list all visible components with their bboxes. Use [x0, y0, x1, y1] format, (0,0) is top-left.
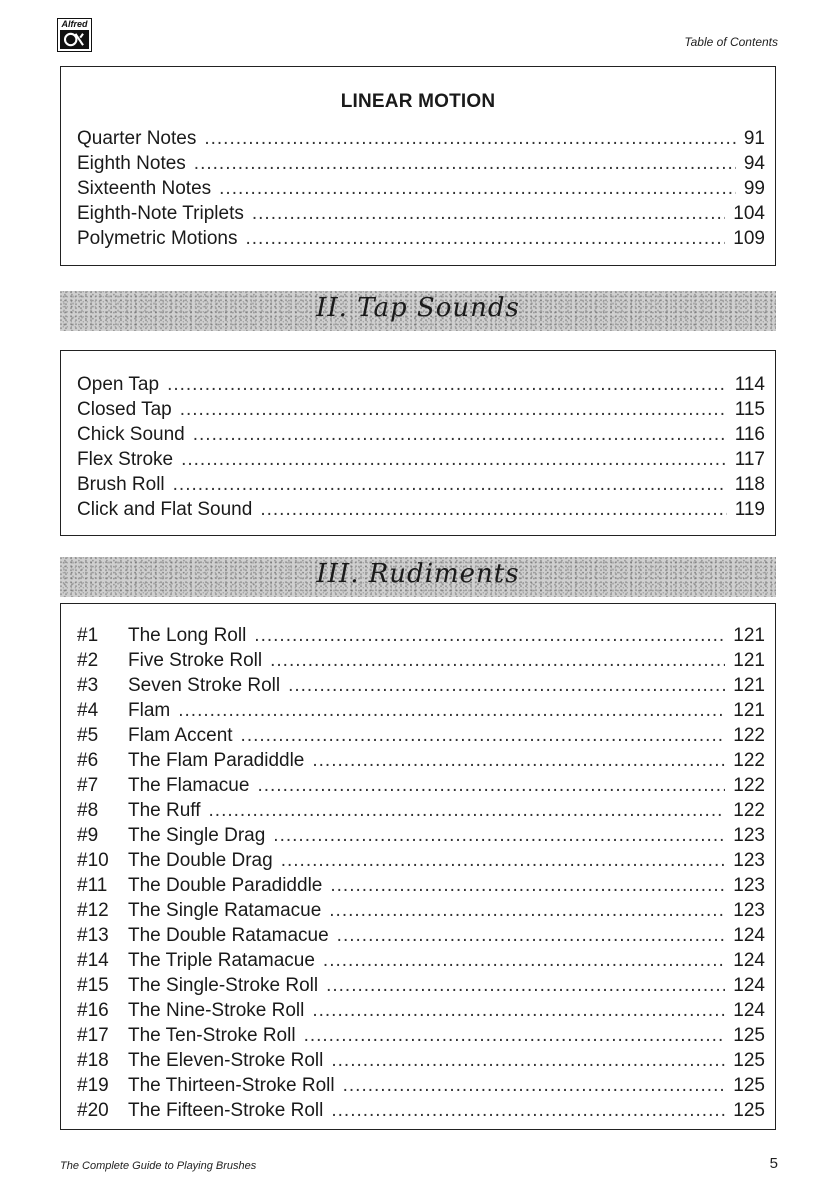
toc-entry-title: Five Stroke Roll	[128, 650, 263, 671]
leader-dots	[260, 497, 726, 522]
toc-entry-page: 122	[733, 800, 765, 821]
rudiment-number: #20	[77, 1100, 109, 1121]
toc-entry-title: The Fifteen-Stroke Roll	[128, 1100, 324, 1121]
leader-dots	[173, 472, 727, 497]
leader-dots	[331, 1048, 725, 1073]
section-banner-tap-sounds	[60, 291, 776, 331]
toc-entry[interactable]	[77, 1048, 765, 1073]
toc-entry[interactable]	[77, 422, 765, 447]
alfred-logo	[57, 18, 92, 52]
rudiment-number: #14	[77, 950, 109, 971]
leader-dots	[281, 848, 726, 873]
leader-dots	[178, 698, 725, 723]
toc-entry-title: The Eleven-Stroke Roll	[128, 1050, 324, 1071]
toc-entry[interactable]	[77, 151, 765, 176]
running-header: Table of Contents	[684, 35, 778, 49]
toc-entry-page: 122	[733, 750, 765, 771]
leader-dots	[312, 748, 725, 773]
toc-entry-page: 104	[733, 203, 765, 224]
toc-entry-page: 115	[734, 399, 765, 420]
toc-entry[interactable]	[77, 397, 765, 422]
toc-entry-title: The Ten-Stroke Roll	[128, 1025, 296, 1046]
logo-mark-icon	[60, 30, 89, 49]
toc-entry-page: 117	[734, 449, 765, 470]
toc-entry-page: 123	[733, 850, 765, 871]
toc-entry-title: The Ruff	[128, 800, 201, 821]
toc-entry[interactable]	[77, 1073, 765, 1098]
toc-entry-title: Polymetric Motions	[77, 228, 238, 249]
toc-entry[interactable]	[77, 998, 765, 1023]
leader-dots	[209, 798, 726, 823]
toc-entry-page: 124	[733, 950, 765, 971]
toc-entry[interactable]	[77, 748, 765, 773]
leader-dots	[167, 372, 727, 397]
toc-entry-page: 121	[733, 625, 765, 646]
toc-entry-title: Open Tap	[77, 374, 160, 395]
toc-entry[interactable]	[77, 623, 765, 648]
toc-entry[interactable]	[77, 648, 765, 673]
leader-dots	[257, 773, 725, 798]
toc-entry-page: 114	[734, 374, 765, 395]
toc-entry-title: Seven Stroke Roll	[128, 675, 281, 696]
toc-entry-title: The Flam Paradiddle	[128, 750, 305, 771]
rudiment-number: #11	[77, 875, 108, 896]
leader-dots	[312, 998, 725, 1023]
toc-entry[interactable]	[77, 126, 765, 151]
toc-entry-page: 91	[743, 128, 765, 149]
toc-entry-title: The Double Drag	[128, 850, 273, 871]
toc-entry-title: The Nine-Stroke Roll	[128, 1000, 305, 1021]
leader-dots	[343, 1073, 726, 1098]
rudiment-number: #7	[77, 775, 99, 796]
rudiments-box	[60, 603, 776, 1130]
toc-entry[interactable]	[77, 923, 765, 948]
rudiment-number: #19	[77, 1075, 109, 1096]
leader-dots	[288, 673, 725, 698]
logo-brand: Alfred	[61, 19, 88, 29]
leader-dots	[241, 723, 726, 748]
toc-entry-page: 119	[734, 499, 765, 520]
rudiment-number: #18	[77, 1050, 109, 1071]
section-banner-rudiments	[60, 557, 776, 597]
toc-entry-title: The Single-Stroke Roll	[128, 975, 319, 996]
toc-entry[interactable]	[77, 948, 765, 973]
toc-entry-title: Brush Roll	[77, 474, 165, 495]
tap-sounds-box	[60, 350, 776, 536]
leader-dots	[273, 823, 725, 848]
leader-dots	[330, 873, 725, 898]
rudiment-number: #2	[77, 650, 99, 671]
rudiment-number: #13	[77, 925, 109, 946]
leader-dots	[337, 923, 726, 948]
toc-entry[interactable]	[77, 372, 765, 397]
leader-dots	[331, 1098, 725, 1123]
leader-dots	[204, 126, 736, 151]
toc-entry-page: 125	[733, 1050, 765, 1071]
rudiment-number: #1	[77, 625, 99, 646]
toc-entry[interactable]	[77, 447, 765, 472]
toc-entry[interactable]	[77, 497, 765, 522]
toc-entry[interactable]	[77, 898, 765, 923]
toc-entry[interactable]	[77, 798, 765, 823]
toc-entry-title: The Single Drag	[128, 825, 266, 846]
toc-entry[interactable]	[77, 226, 765, 251]
rudiment-number: #3	[77, 675, 99, 696]
leader-dots	[323, 948, 725, 973]
banner-title: III. Rudiments	[316, 559, 520, 589]
toc-entry-page: 122	[733, 725, 765, 746]
toc-entry[interactable]	[77, 472, 765, 497]
page-number: 5	[769, 1155, 778, 1172]
toc-entry-page: 94	[743, 153, 765, 174]
banner-title: II. Tap Sounds	[316, 293, 520, 323]
leader-dots	[193, 422, 727, 447]
toc-entry-title: Flam Accent	[128, 725, 233, 746]
toc-entry-page: 99	[743, 178, 765, 199]
leader-dots	[219, 176, 736, 201]
toc-entry[interactable]	[77, 823, 765, 848]
leader-dots	[326, 973, 725, 998]
toc-entry-title: The Triple Ratamacue	[128, 950, 315, 971]
toc-entry-page: 121	[733, 675, 765, 696]
toc-entry-page: 122	[733, 775, 765, 796]
toc-entry-page: 125	[733, 1100, 765, 1121]
rudiment-number: #17	[77, 1025, 109, 1046]
toc-entry[interactable]	[77, 873, 765, 898]
toc-entry-title: Sixteenth Notes	[77, 178, 212, 199]
toc-entry[interactable]	[77, 1098, 765, 1123]
rudiment-number: #10	[77, 850, 109, 871]
toc-entry-title: The Thirteen-Stroke Roll	[128, 1075, 335, 1096]
toc-entry-page: 125	[733, 1025, 765, 1046]
toc-entry[interactable]	[77, 973, 765, 998]
toc-entry-page: 116	[734, 424, 765, 445]
toc-entry-title: Chick Sound	[77, 424, 185, 445]
leader-dots	[252, 201, 725, 226]
toc-entry-page: 109	[733, 228, 765, 249]
toc-entry-page: 124	[733, 975, 765, 996]
toc-entry-page: 121	[733, 650, 765, 671]
toc-entry[interactable]	[77, 176, 765, 201]
toc-entry-title: Flam	[128, 700, 171, 721]
rudiment-number: #15	[77, 975, 109, 996]
leader-dots	[304, 1023, 726, 1048]
rudiment-number: #4	[77, 700, 99, 721]
toc-entry[interactable]	[77, 723, 765, 748]
toc-entry-page: 121	[733, 700, 765, 721]
toc-entry-page: 118	[734, 474, 765, 495]
rudiment-number: #6	[77, 750, 99, 771]
book-title-footer: The Complete Guide to Playing Brushes	[60, 1160, 257, 1172]
toc-entry-title: Click and Flat Sound	[77, 499, 253, 520]
toc-entry-page: 125	[733, 1075, 765, 1096]
toc-entry[interactable]	[77, 698, 765, 723]
toc-entry[interactable]	[77, 1023, 765, 1048]
toc-entry[interactable]	[77, 673, 765, 698]
rudiment-number: #8	[77, 800, 99, 821]
toc-entry-title: The Long Roll	[128, 625, 247, 646]
leader-dots	[180, 397, 727, 422]
toc-entry-page: 123	[733, 900, 765, 921]
toc-entry[interactable]	[77, 848, 765, 873]
toc-entry-page: 124	[733, 1000, 765, 1021]
toc-entry-title: The Flamacue	[128, 775, 250, 796]
toc-entry-title: The Single Ratamacue	[128, 900, 322, 921]
toc-entry-title: Quarter Notes	[77, 128, 197, 149]
leader-dots	[270, 648, 725, 673]
toc-entry-page: 123	[733, 875, 765, 896]
toc-entry-page: 123	[733, 825, 765, 846]
leader-dots	[194, 151, 736, 176]
rudiment-number: #5	[77, 725, 99, 746]
toc-entry[interactable]	[77, 201, 765, 226]
linear-motion-box	[60, 66, 776, 266]
rudiment-number: #9	[77, 825, 99, 846]
toc-entry-title: The Double Paradiddle	[128, 875, 323, 896]
rudiment-number: #16	[77, 1000, 109, 1021]
rudiment-number: #12	[77, 900, 109, 921]
toc-entry-title: Flex Stroke	[77, 449, 174, 470]
leader-dots	[254, 623, 725, 648]
toc-entry-title: The Double Ratamacue	[128, 925, 329, 946]
toc-entry-title: Eighth-Note Triplets	[77, 203, 244, 224]
leader-dots	[329, 898, 725, 923]
toc-entry-title: Closed Tap	[77, 399, 172, 420]
toc-entry-title: Eighth Notes	[77, 153, 186, 174]
toc-entry-page: 124	[733, 925, 765, 946]
leader-dots	[181, 447, 727, 472]
leader-dots	[246, 226, 726, 251]
section-heading: LINEAR MOTION	[340, 91, 496, 112]
toc-entry[interactable]	[77, 773, 765, 798]
